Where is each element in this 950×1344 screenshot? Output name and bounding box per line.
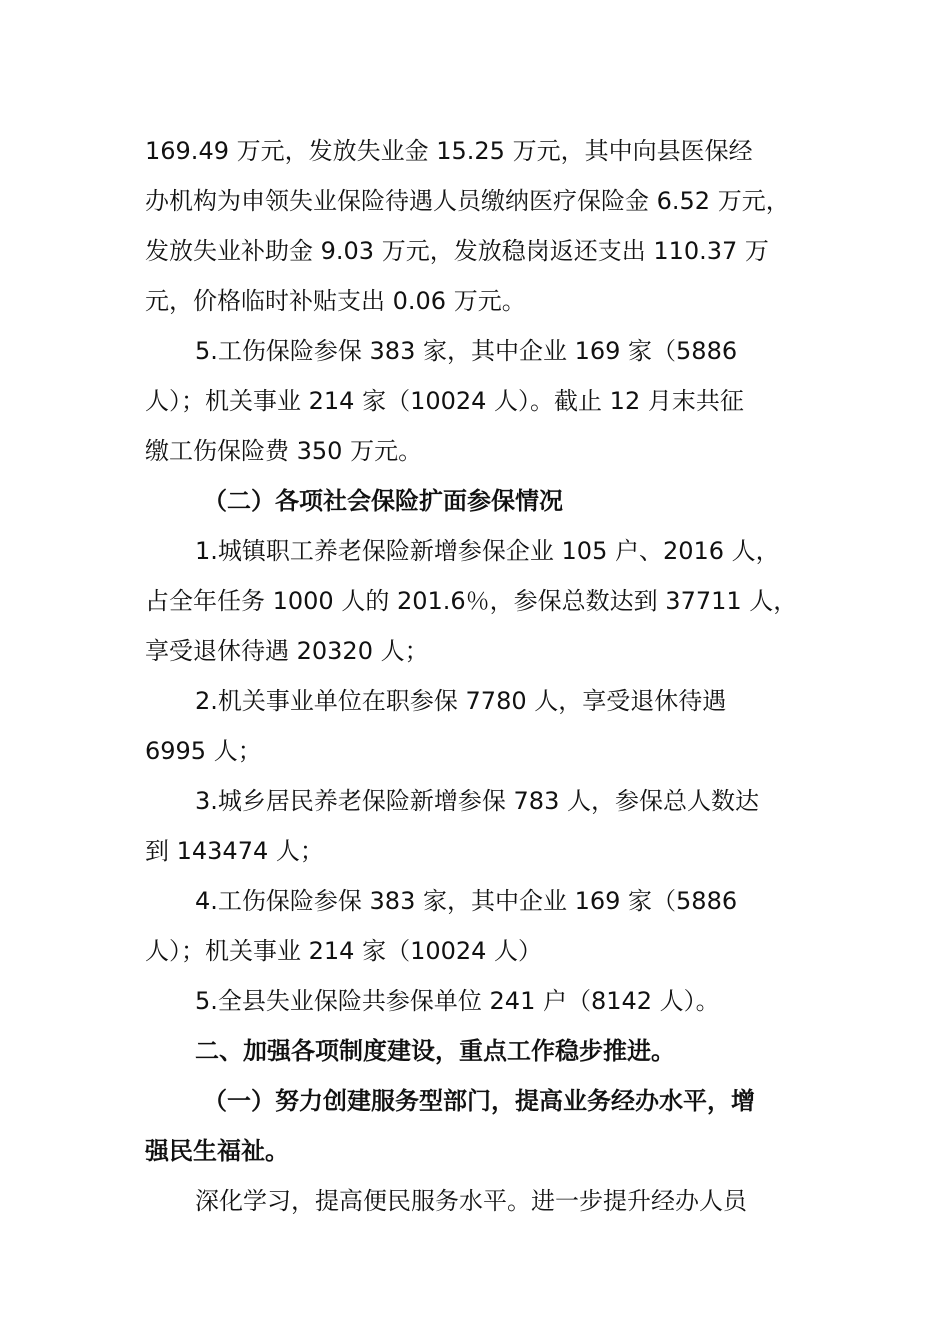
subsection-heading: （一）努力创建服务型部门，提高业务经办水平，增 [203,1087,755,1115]
document-body [145,126,835,1226]
text-line: 169.49 万元，发放失业金 15.25 万元，其中向县医保经 [145,137,753,165]
text-line: 发放失业补助金 9.03 万元，发放稳岗返还支出 110.37 万 [145,237,769,265]
text-line: 2.机关事业单位在职参保 7780 人，享受退休待遇 [195,687,727,715]
text-line: 5.全县失业保险共参保单位 241 户（8142 人）。 [195,987,720,1015]
text-line: 办机构为申领失业保险待遇人员缴纳医疗保险金 6.52 万元， [145,187,790,215]
text-line: 人）；机关事业 214 家（10024 人）。截止 12 月末共征 [145,387,744,415]
text-line: 4.工伤保险参保 383 家，其中企业 169 家（5886 [195,887,738,915]
text-line: 到 143474 人； [145,837,324,865]
text-line: 元，价格临时补贴支出 0.06 万元。 [145,287,526,315]
text-line: 人）；机关事业 214 家（10024 人） [145,937,543,965]
text-line: 缴工伤保险费 350 万元。 [145,437,423,465]
text-line: 3.城乡居民养老保险新增参保 783 人，参保总人数达 [195,787,759,815]
text-line: 5.工伤保险参保 383 家，其中企业 169 家（5886 [195,337,738,365]
text-line: 享受退休待遇 20320 人； [145,637,429,665]
text-line: 1.城镇职工养老保险新增参保企业 105 户、2016 人， [195,537,780,565]
text-line: 6995 人； [145,737,262,765]
text-line: 深化学习，提高便民服务水平。进一步提升经办人员 [195,1187,747,1215]
text-line: 占全年任务 1000 人的 201.6％，参保总数达到 37711 人， [145,587,798,615]
section-heading: （二）各项社会保险扩面参保情况 [203,487,563,515]
subsection-heading-continued: 强民生福祉。 [145,1137,289,1165]
section-heading: 二、加强各项制度建设，重点工作稳步推进。 [195,1037,675,1065]
